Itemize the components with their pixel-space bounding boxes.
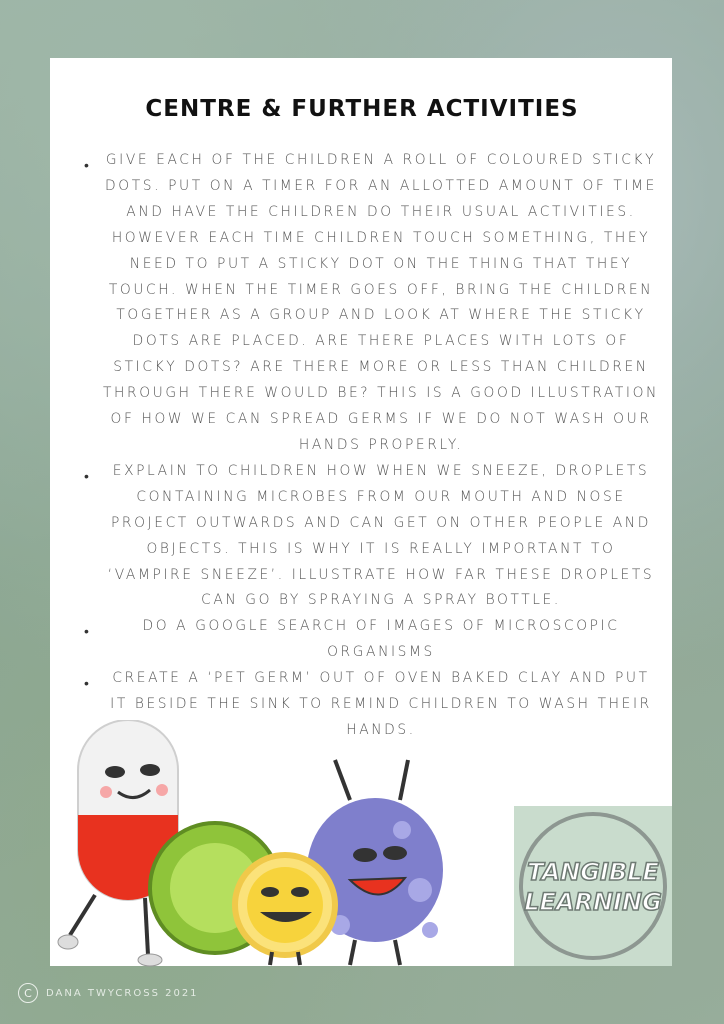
tangible-learning-logo-tile — [514, 806, 672, 966]
activity-text: GIVE EACH OF THE CHILDREN A ROLL OF COLOURED STICKY DOTS. PUT ON A TIMER FOR AN ALLOTTED AMOUNT OF TIME AND HAVE THE CHILDREN DO THEIR USUAL ACTIVITIES. HOWEVER EACH TIME CHILDREN TOUCH SOMETHING, THEY NEED TO PUT A STICKY DOT ON THE THING THAT THEY TOUCH. WHEN THE TIMER GOES OFF, BRING THE CHILDREN TOGETHER AS A GROUP AND LOOK AT WHERE THE STICKY DOTS ARE PLACED. ARE THERE PLACES WITH LOTS OF STICKY DOTS? ARE THERE MORE OR LESS THAN CHILDREN THROUGH THERE WOULD BE? THIS IS A GOOD ILLUSTRATION OF HOW WE CAN SPREAD GERMS IF WE DO NOT WASH OUR HANDS PROPERLY. — [103, 152, 659, 453]
tangible-learning-logo — [514, 806, 672, 966]
activity-text: EXPLAIN TO CHILDREN HOW WHEN WE SNEEZE, DROPLETS CONTAINING MICROBES FROM OUR MOUTH AND NOSE PROJECT OUTWARDS AND CAN GET ON OTHER PEOPLE AND OBJECTS. THIS IS WHY IT IS REALLY IMPORTANT TO ‘VAMPIRE SNEEZE’. ILLUSTRATE HOW FAR THESE DROPLETS CAN GO BY SPRAYING A SPRAY BOTTLE. — [107, 462, 655, 609]
germ-characters-illustration — [50, 720, 490, 970]
footer — [18, 982, 199, 1004]
yellow-germ — [235, 855, 335, 965]
activity-item — [80, 614, 660, 666]
footer-credit: DANA TWYCROSS 2021 — [46, 987, 199, 999]
activity-text: CREATE A ‘PET GERM’ OUT OF OVEN BAKED CLAY AND PUT IT BESIDE THE SINK TO REMIND CHILDREN TO WASH THEIR HANDS. — [110, 670, 652, 738]
page-title: CENTRE & FURTHER ACTIVITIES — [145, 96, 579, 122]
activity-text: DO A GOOGLE SEARCH OF IMAGES OF MICROSCOPIC ORGANISMS — [142, 618, 620, 661]
activity-item — [80, 148, 660, 459]
bullet-icon: • — [84, 676, 89, 693]
bullet-icon: • — [84, 624, 89, 641]
bullet-icon: • — [84, 158, 89, 174]
activity-list — [80, 148, 660, 744]
logo-line-1: TANGIBLE — [527, 858, 659, 886]
bullet-icon: • — [84, 468, 89, 485]
logo-line-2: LEARNING — [524, 888, 662, 916]
activity-item — [80, 459, 660, 614]
pill-character — [58, 720, 178, 966]
copyright-icon: C — [18, 983, 38, 1003]
